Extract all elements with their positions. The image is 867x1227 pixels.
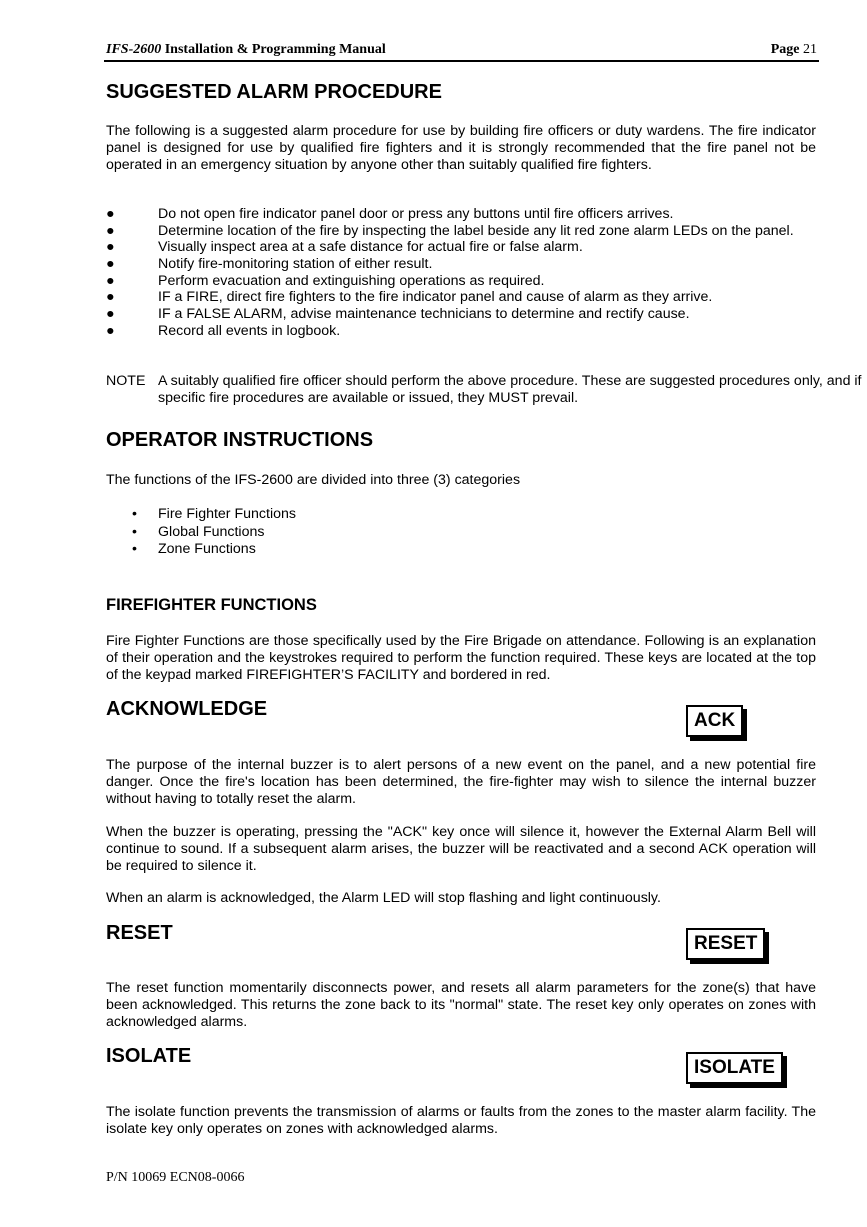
procedure-note [106,373,867,407]
isolate-text: The isolate function prevents the transmission of alarms or faults from the zones to the master alarm facility. The isolate key only operates on zones with acknowledged alarms. [106,1104,816,1137]
procedure-item [106,306,816,323]
acknowledge-heading: ACKNOWLEDGE [106,698,268,720]
category-item-text: Zone Functions [158,541,256,557]
procedure-item [106,239,816,256]
header-rule [104,60,819,62]
reset-text: The reset function momentarily disconnects power, and resets all alarm parameters for the zone(s) that have been acknowledged. This returns the zone back to its "normal" state. The reset key only operates on zones with acknowledged alarms. [106,980,816,1030]
acknowledge-p3: When an alarm is acknowledged, the Alarm LED will stop flashing and light continuously. [106,890,661,906]
acknowledge-p2: When the buzzer is operating, pressing the "ACK" key once will silence it, however the External Alarm Bell will continue to sound. If a subsequent alarm arises, the buzzer will be reactivated and a second ACK operation will be required to silence it. [106,824,816,874]
procedure-list [106,206,816,340]
procedure-item-text: IF a FALSE ALARM, advise maintenance technicians to determine and rectify cause. [158,306,690,323]
header-page-label: Page [770,42,800,57]
header-page-number: 21 [803,42,817,57]
category-item-text: Global Functions [158,523,265,540]
bullet-icon: ● [106,206,115,222]
bullet-icon: ● [106,306,115,323]
bullet-icon: ● [106,256,115,273]
bullet-icon: • [132,506,137,522]
procedure-item-text: Do not open fire indicator panel door or press any buttons until fire officers arrives. [158,206,674,222]
procedure-item-text: IF a FIRE, direct fire fighters to the fire indicator panel and cause of alarm as they arrive. [158,289,713,306]
bullet-icon: ● [106,222,115,239]
procedure-item [106,223,816,240]
procedure-item-text: Perform evacuation and extinguishing operations as required. [158,272,545,289]
firefighter-heading: FIREFIGHTER FUNCTIONS [106,596,317,614]
reset-key-graphic: RESET [686,928,765,960]
bullet-icon: ● [106,289,115,306]
bullet-icon: • [132,523,137,540]
category-item-text: Fire Fighter Functions [158,506,296,522]
procedure-item-text: Visually inspect area at a safe distance for actual fire or false alarm. [158,239,583,256]
bullet-icon: ● [106,322,115,339]
page-footer: P/N 10069 ECN08-0066 [106,1170,245,1185]
reset-heading: RESET [106,922,173,944]
bullet-icon: ● [106,272,115,289]
acknowledge-p1: The purpose of the internal buzzer is to alert persons of a new event on the panel, and a new potential fire danger. Once the fire's location has been determined, the fire-fighter may wish to silence the internal buzzer without having to totally reset the alarm. [106,757,816,807]
header-title [106,42,386,58]
note-label: NOTE [106,373,146,389]
header-product: IFS-2600 [106,42,162,57]
procedure-item-text: Notify fire-monitoring station of either result. [158,256,433,273]
suggested-heading: SUGGESTED ALARM PROCEDURE [106,81,442,103]
firefighter-text: Fire Fighter Functions are those specifically used by the Fire Brigade on attendance. Following is an explanation of their operation and the keystrokes required to perform the function required. These keys are located at the top of the keypad marked FIREFIGHTER’S FACILITY and bordered in red. [106,633,816,683]
procedure-item [106,289,816,306]
operator-intro: The functions of the IFS-2600 are divided into three (3) categories [106,472,521,488]
isolate-heading: ISOLATE [106,1045,192,1067]
category-item [106,524,816,542]
note-text: A suitably qualified fire officer should perform the above procedure. These are suggested procedures only, and if specific fire procedures are available or issued, they MUST prevail. [158,373,862,406]
bullet-icon: ● [106,239,115,256]
procedure-item [106,256,816,273]
isolate-key-graphic: ISOLATE [686,1052,783,1084]
procedure-item [106,273,816,290]
procedure-item [106,206,816,223]
suggested-intro: The following is a suggested alarm procedure for use by building fire officers or duty wardens. The fire indicator panel is designed for use by qualified fire fighters and it is strongly recommended that the fire panel not be operated in an emergency situation by anyone other than suitably qualified fire fighters. [106,123,816,173]
procedure-item-text: Record all events in logbook. [158,322,341,339]
procedure-item-text: Determine location of the fire by inspecting the label beside any lit red zone alarm LEDs on the panel. [158,222,794,239]
category-item [106,506,816,524]
operator-heading: OPERATOR INSTRUCTIONS [106,429,374,451]
ack-key-graphic: ACK [686,705,743,737]
page-header [106,42,817,62]
header-page [771,42,817,58]
bullet-icon: • [132,541,137,557]
category-item [106,541,816,559]
procedure-item [106,323,816,340]
header-title-rest: Installation & Programming Manual [161,42,386,57]
category-list [106,506,816,559]
